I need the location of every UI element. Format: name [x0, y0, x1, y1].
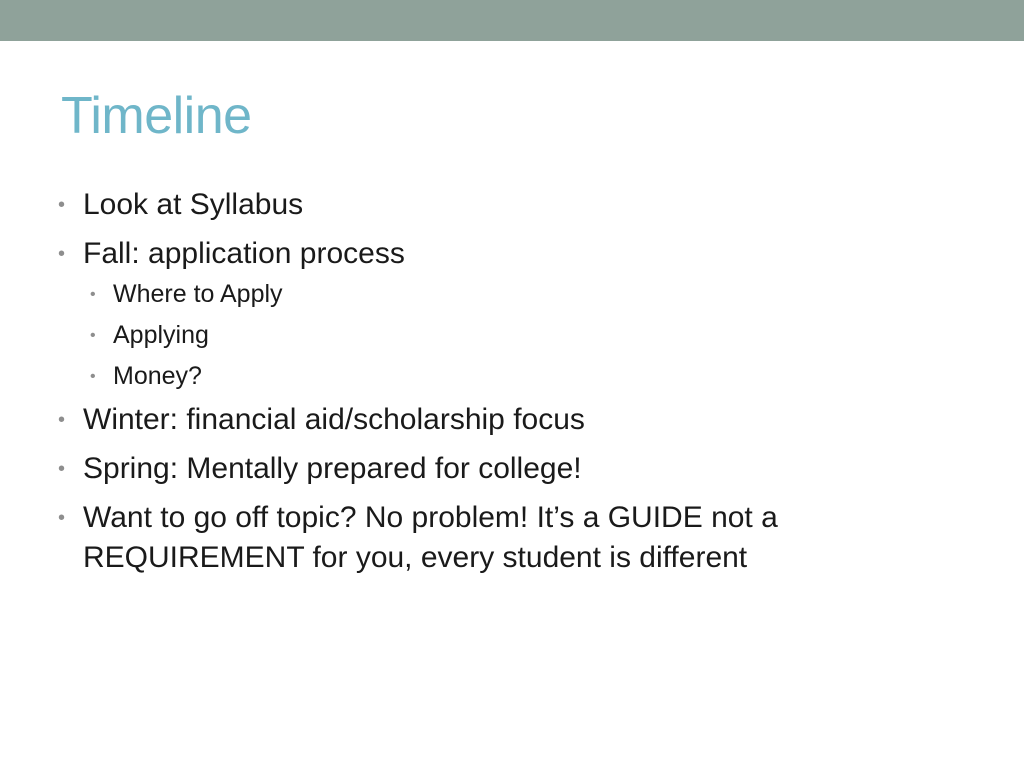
sub-bullet-icon: • — [90, 286, 96, 303]
sub-list-item — [58, 278, 958, 311]
list-item — [58, 234, 958, 274]
list-item-text: Look at Syllabus — [83, 188, 304, 221]
list-item — [58, 400, 958, 440]
list-item-text: Spring: Mentally prepared for college! — [83, 452, 582, 485]
slide-title: Timeline — [61, 87, 252, 145]
sub-list-item — [58, 319, 958, 352]
list-item — [58, 185, 958, 225]
sub-bullet-list — [58, 278, 958, 393]
bullet-icon: • — [58, 243, 66, 265]
sub-bullet-icon: • — [90, 368, 96, 385]
sub-list-item-text: Applying — [113, 321, 209, 349]
sub-list-item-text: Where to Apply — [113, 280, 283, 308]
list-item — [58, 449, 958, 489]
bullet-list — [58, 185, 958, 587]
sub-bullet-icon: • — [90, 327, 96, 344]
sub-list-container — [58, 278, 958, 393]
list-item-text: Winter: financial aid/scholarship focus — [83, 403, 585, 436]
top-color-band — [0, 0, 1024, 41]
bullet-icon: • — [58, 458, 66, 480]
list-item — [58, 498, 958, 578]
bullet-icon: • — [58, 507, 66, 529]
sub-list-item-text: Money? — [113, 362, 202, 390]
list-item-text: Fall: application process — [83, 237, 405, 270]
bullet-icon: • — [58, 194, 66, 216]
list-item-text: Want to go off topic? No problem! It’s a GUIDE not a REQUIREMENT for you, every student is different — [83, 501, 778, 574]
sub-list-item — [58, 360, 958, 393]
bullet-icon: • — [58, 409, 66, 431]
